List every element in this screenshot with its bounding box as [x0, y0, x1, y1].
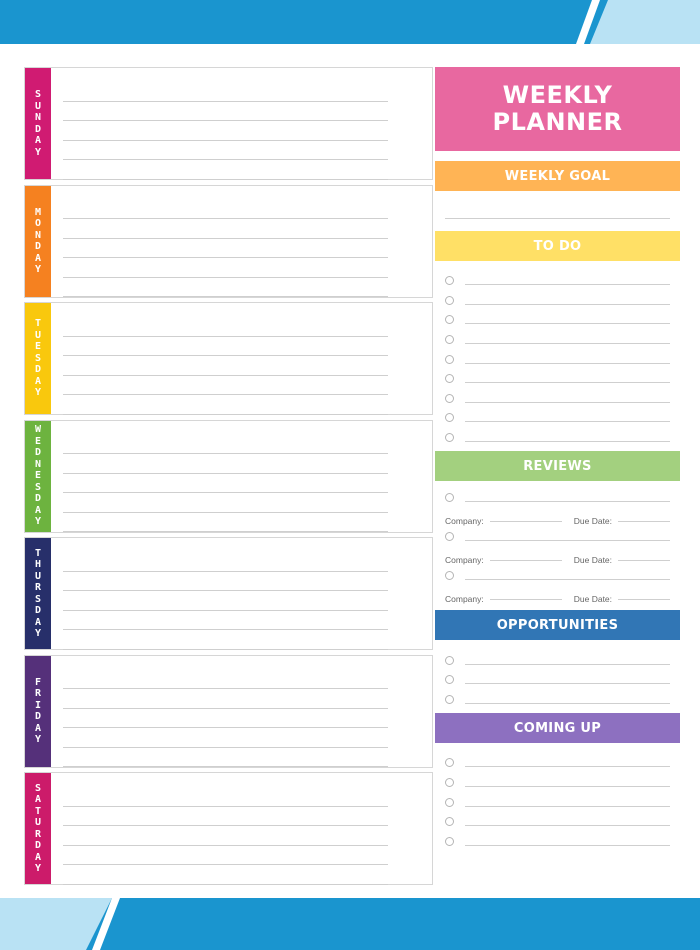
company-line[interactable] — [490, 514, 562, 522]
planner-title-block — [435, 67, 680, 151]
day-label: S A T U R D A Y — [34, 782, 42, 874]
checklist-line[interactable] — [465, 276, 670, 285]
planner-title-line-2: PLANNER — [492, 108, 623, 136]
checkbox-circle-icon[interactable] — [445, 532, 454, 541]
day-label: F R I D A Y — [34, 676, 42, 745]
writing-line[interactable] — [63, 787, 388, 807]
writing-line[interactable] — [63, 82, 388, 102]
checklist-item — [445, 690, 670, 710]
checklist-item — [445, 773, 670, 793]
writing-line[interactable] — [63, 474, 388, 494]
checklist-line[interactable] — [465, 798, 670, 807]
writing-line[interactable] — [63, 317, 388, 337]
day-label: T U E S D A Y — [34, 318, 42, 399]
checkbox-circle-icon[interactable] — [445, 656, 454, 665]
checkbox-circle-icon[interactable] — [445, 571, 454, 580]
checkbox-circle-icon[interactable] — [445, 276, 454, 285]
planner-title-line-1: WEEKLY — [502, 81, 613, 109]
company-line[interactable] — [490, 553, 562, 561]
checklist-line[interactable] — [465, 758, 670, 767]
checklist-item — [445, 349, 670, 369]
checklist-line[interactable] — [465, 374, 670, 383]
checklist-line[interactable] — [465, 656, 670, 665]
review-meta-row — [445, 546, 670, 565]
coming-up-header: COMING UP — [435, 713, 680, 743]
checkbox-circle-icon[interactable] — [445, 758, 454, 767]
opportunities-header: OPPORTUNITIES — [435, 610, 680, 640]
writing-line[interactable] — [63, 709, 388, 729]
todo-list — [435, 261, 680, 451]
writing-line[interactable] — [63, 160, 388, 180]
checklist-line[interactable] — [465, 413, 670, 422]
review-title-line[interactable] — [465, 571, 670, 580]
due-date-line[interactable] — [618, 514, 670, 522]
writing-line[interactable] — [63, 846, 388, 866]
review-item — [445, 526, 670, 565]
company-line[interactable] — [490, 592, 562, 600]
checklist-item — [445, 369, 670, 389]
writing-line[interactable] — [63, 102, 388, 122]
day-block-thursday — [24, 537, 433, 650]
checkbox-circle-icon[interactable] — [445, 394, 454, 403]
checklist-item — [445, 271, 670, 291]
checkbox-circle-icon[interactable] — [445, 355, 454, 364]
checkbox-circle-icon[interactable] — [445, 778, 454, 787]
writing-line[interactable] — [63, 865, 388, 885]
todo-header: TO DO — [435, 231, 680, 261]
checklist-item — [445, 670, 670, 690]
checklist-line[interactable] — [465, 315, 670, 324]
checklist-line[interactable] — [465, 695, 670, 704]
checkbox-circle-icon[interactable] — [445, 675, 454, 684]
checklist-item — [445, 832, 670, 852]
reviews-list — [435, 481, 680, 610]
writing-line[interactable] — [63, 689, 388, 709]
writing-line[interactable] — [63, 728, 388, 748]
day-block-wednesday — [24, 420, 433, 533]
day-block-saturday — [24, 772, 433, 885]
review-item — [445, 565, 670, 604]
day-label: W E D N E S D A Y — [34, 424, 42, 528]
writing-line[interactable] — [63, 670, 388, 690]
writing-line[interactable] — [63, 807, 388, 827]
writing-line[interactable] — [63, 493, 388, 513]
checkbox-circle-icon[interactable] — [445, 296, 454, 305]
writing-line[interactable] — [63, 395, 388, 415]
writing-line[interactable] — [63, 258, 388, 278]
day-tab — [25, 656, 51, 767]
review-item — [445, 487, 670, 526]
checklist-line[interactable] — [465, 675, 670, 684]
coming-up-list — [435, 743, 680, 855]
checklist-line[interactable] — [465, 837, 670, 846]
day-writing-lines — [51, 656, 432, 767]
writing-line[interactable] — [63, 572, 388, 592]
due-date-label: Due Date: — [573, 555, 613, 566]
day-tab — [25, 68, 51, 179]
day-writing-lines — [51, 186, 432, 297]
writing-line[interactable] — [63, 219, 388, 239]
day-writing-lines — [51, 538, 432, 649]
checkbox-circle-icon[interactable] — [445, 335, 454, 344]
weekly-goal-header: WEEKLY GOAL — [435, 161, 680, 191]
due-date-label: Due Date: — [573, 594, 613, 605]
weekly-goal-area — [435, 191, 680, 231]
company-label: Company: — [445, 594, 484, 605]
review-title-row — [445, 526, 670, 546]
day-tab — [25, 186, 51, 297]
opportunities-list — [435, 640, 680, 713]
day-label: M O N D A Y — [34, 206, 42, 275]
checkbox-circle-icon[interactable] — [445, 837, 454, 846]
writing-line[interactable] — [63, 376, 388, 396]
day-block-monday — [24, 185, 433, 298]
checklist-item — [445, 428, 670, 448]
checkbox-circle-icon[interactable] — [445, 695, 454, 704]
checklist-line[interactable] — [465, 394, 670, 403]
checklist-line[interactable] — [465, 433, 670, 442]
weekly-goal-line[interactable] — [445, 191, 670, 219]
due-date-label: Due Date: — [573, 516, 613, 527]
due-date-line[interactable] — [618, 592, 670, 600]
day-writing-lines — [51, 421, 432, 532]
top-white-tab — [0, 44, 190, 50]
writing-line[interactable] — [63, 826, 388, 846]
checkbox-circle-icon[interactable] — [445, 315, 454, 324]
review-meta-row — [445, 585, 670, 604]
sidebar-column — [435, 67, 680, 855]
review-title-line[interactable] — [465, 532, 670, 541]
writing-line[interactable] — [63, 611, 388, 631]
day-tab — [25, 421, 51, 532]
writing-line[interactable] — [63, 121, 388, 141]
checklist-item — [445, 291, 670, 311]
writing-line[interactable] — [63, 552, 388, 572]
day-tab — [25, 773, 51, 884]
day-writing-lines — [51, 773, 432, 884]
checklist-line[interactable] — [465, 355, 670, 364]
review-meta-row — [445, 507, 670, 526]
company-label: Company: — [445, 516, 484, 527]
day-writing-lines — [51, 303, 432, 414]
company-label: Company: — [445, 555, 484, 566]
day-label: S U N D A Y — [34, 89, 42, 158]
top-decorative-band-light — [590, 0, 700, 44]
writing-line[interactable] — [63, 337, 388, 357]
day-tab — [25, 538, 51, 649]
checklist-item — [445, 792, 670, 812]
checkbox-circle-icon[interactable] — [445, 817, 454, 826]
due-date-line[interactable] — [618, 553, 670, 561]
day-block-tuesday — [24, 302, 433, 415]
writing-line[interactable] — [63, 630, 388, 650]
checklist-item — [445, 408, 670, 428]
checkbox-circle-icon[interactable] — [445, 374, 454, 383]
checklist-line[interactable] — [465, 335, 670, 344]
writing-line[interactable] — [63, 513, 388, 533]
writing-line[interactable] — [63, 239, 388, 259]
checklist-item — [445, 812, 670, 832]
checkbox-circle-icon[interactable] — [445, 433, 454, 442]
checklist-line[interactable] — [465, 817, 670, 826]
reviews-header: REVIEWS — [435, 451, 680, 481]
checkbox-circle-icon[interactable] — [445, 413, 454, 422]
checklist-item — [445, 330, 670, 350]
writing-line[interactable] — [63, 141, 388, 161]
checkbox-circle-icon[interactable] — [445, 798, 454, 807]
writing-line[interactable] — [63, 278, 388, 298]
day-column — [24, 67, 433, 890]
day-writing-lines — [51, 68, 432, 179]
writing-line[interactable] — [63, 591, 388, 611]
checklist-item — [445, 650, 670, 670]
writing-line[interactable] — [63, 435, 388, 455]
writing-line[interactable] — [63, 748, 388, 768]
checklist-item — [445, 389, 670, 409]
checkbox-circle-icon[interactable] — [445, 493, 454, 502]
day-label: T H U R S D A Y — [34, 547, 42, 639]
writing-line[interactable] — [63, 454, 388, 474]
review-title-line[interactable] — [465, 493, 670, 502]
writing-line[interactable] — [63, 356, 388, 376]
review-title-row — [445, 487, 670, 507]
day-block-friday — [24, 655, 433, 768]
review-title-row — [445, 565, 670, 585]
checklist-item — [445, 753, 670, 773]
checklist-item — [445, 310, 670, 330]
checklist-line[interactable] — [465, 296, 670, 305]
day-block-sunday — [24, 67, 433, 180]
checklist-line[interactable] — [465, 778, 670, 787]
writing-line[interactable] — [63, 200, 388, 220]
day-tab — [25, 303, 51, 414]
